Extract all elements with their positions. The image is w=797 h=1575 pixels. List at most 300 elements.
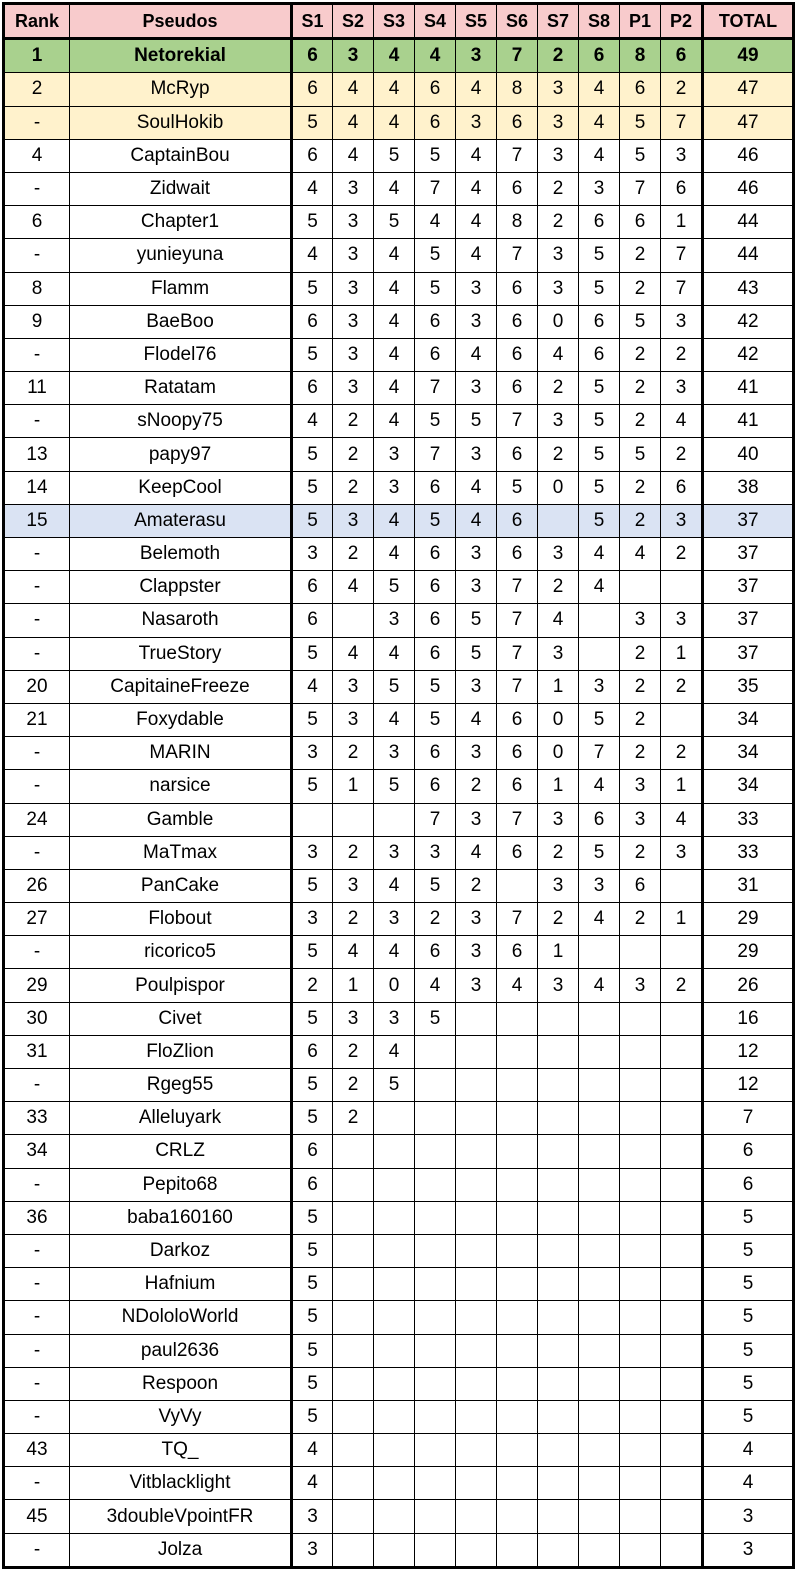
- cell-total: 42: [703, 305, 794, 338]
- cell-s4: [415, 1135, 456, 1168]
- table-row: [4, 1102, 794, 1135]
- cell-rank: 8: [4, 272, 70, 305]
- cell-total: 5: [703, 1201, 794, 1234]
- cell-total: 35: [703, 670, 794, 703]
- header-s7: S7: [538, 4, 579, 39]
- cell-s1: 5: [292, 471, 333, 504]
- cell-s8: 5: [579, 405, 620, 438]
- cell-rank: 20: [4, 670, 70, 703]
- cell-s7: 0: [538, 703, 579, 736]
- cell-s8: [579, 604, 620, 637]
- cell-s4: 7: [415, 438, 456, 471]
- table-row: [4, 139, 794, 172]
- cell-s6: 6: [497, 272, 538, 305]
- table-body: [4, 39, 794, 1568]
- cell-pseudo: Pepito68: [70, 1168, 292, 1201]
- cell-s3: 3: [374, 1002, 415, 1035]
- cell-s3: 5: [374, 1069, 415, 1102]
- cell-s3: [374, 1301, 415, 1334]
- cell-s3: 4: [374, 538, 415, 571]
- cell-s8: 4: [579, 903, 620, 936]
- table-row: [4, 770, 794, 803]
- cell-pseudo: CapitaineFreeze: [70, 670, 292, 703]
- cell-s2: 3: [333, 1002, 374, 1035]
- cell-s8: [579, 1434, 620, 1467]
- cell-p1: [620, 1434, 661, 1467]
- cell-rank: 33: [4, 1102, 70, 1135]
- cell-s2: 4: [333, 106, 374, 139]
- cell-s2: [333, 1301, 374, 1334]
- cell-s1: 6: [292, 604, 333, 637]
- cell-s3: [374, 1467, 415, 1500]
- cell-s7: [538, 1102, 579, 1135]
- cell-s3: [374, 1268, 415, 1301]
- cell-s4: 6: [415, 770, 456, 803]
- cell-s6: 6: [497, 836, 538, 869]
- cell-s3: 4: [374, 272, 415, 305]
- cell-s1: 2: [292, 969, 333, 1002]
- cell-s6: [497, 1400, 538, 1433]
- cell-s8: 6: [579, 305, 620, 338]
- cell-s5: 5: [456, 637, 497, 670]
- cell-s2: 4: [333, 936, 374, 969]
- cell-total: 41: [703, 372, 794, 405]
- cell-p2: 7: [661, 239, 703, 272]
- header-row: [4, 4, 794, 39]
- cell-pseudo: Rgeg55: [70, 1069, 292, 1102]
- cell-s4: 6: [415, 637, 456, 670]
- cell-total: 3: [703, 1500, 794, 1533]
- cell-total: 26: [703, 969, 794, 1002]
- cell-s5: 3: [456, 571, 497, 604]
- cell-s8: 3: [579, 869, 620, 902]
- cell-s1: 4: [292, 1434, 333, 1467]
- cell-s3: 5: [374, 571, 415, 604]
- cell-s4: 7: [415, 803, 456, 836]
- cell-s2: 3: [333, 272, 374, 305]
- cell-s7: [538, 1234, 579, 1267]
- cell-s7: 2: [538, 438, 579, 471]
- cell-s8: 4: [579, 106, 620, 139]
- cell-rank: 31: [4, 1035, 70, 1068]
- cell-s6: 7: [497, 803, 538, 836]
- cell-total: 4: [703, 1434, 794, 1467]
- cell-total: 5: [703, 1400, 794, 1433]
- cell-s7: [538, 1201, 579, 1234]
- cell-s8: 4: [579, 969, 620, 1002]
- cell-s3: 5: [374, 139, 415, 172]
- cell-p1: 2: [620, 405, 661, 438]
- cell-p1: [620, 1367, 661, 1400]
- cell-s5: 3: [456, 305, 497, 338]
- cell-s5: 5: [456, 604, 497, 637]
- cell-s8: [579, 1035, 620, 1068]
- cell-s2: [333, 1500, 374, 1533]
- cell-s1: 6: [292, 139, 333, 172]
- cell-s1: 5: [292, 1002, 333, 1035]
- cell-s1: 5: [292, 206, 333, 239]
- cell-s7: [538, 1533, 579, 1567]
- cell-s4: [415, 1334, 456, 1367]
- leaderboard: [2, 2, 795, 1569]
- cell-s6: 7: [497, 604, 538, 637]
- cell-total: 42: [703, 338, 794, 371]
- cell-p1: 2: [620, 272, 661, 305]
- table-row: [4, 1268, 794, 1301]
- cell-p2: 3: [661, 836, 703, 869]
- cell-s4: 5: [415, 703, 456, 736]
- cell-p1: 2: [620, 239, 661, 272]
- cell-rank: 43: [4, 1434, 70, 1467]
- cell-p2: [661, 1400, 703, 1433]
- cell-s3: 4: [374, 1035, 415, 1068]
- cell-rank: -: [4, 338, 70, 371]
- cell-s2: 3: [333, 39, 374, 73]
- cell-s2: 3: [333, 703, 374, 736]
- cell-s1: 5: [292, 438, 333, 471]
- cell-s3: [374, 1201, 415, 1234]
- scores-table: [2, 2, 795, 1569]
- cell-s2: 3: [333, 239, 374, 272]
- cell-s7: 2: [538, 206, 579, 239]
- cell-s6: 7: [497, 239, 538, 272]
- cell-s7: 4: [538, 338, 579, 371]
- cell-s5: 3: [456, 272, 497, 305]
- cell-s6: [497, 1367, 538, 1400]
- cell-s8: 4: [579, 139, 620, 172]
- cell-s8: 4: [579, 73, 620, 106]
- cell-s6: 7: [497, 637, 538, 670]
- cell-s8: 5: [579, 272, 620, 305]
- cell-s1: 6: [292, 1168, 333, 1201]
- cell-p2: 1: [661, 206, 703, 239]
- cell-p1: 3: [620, 604, 661, 637]
- cell-s2: 3: [333, 305, 374, 338]
- cell-s2: 3: [333, 172, 374, 205]
- cell-s7: 3: [538, 803, 579, 836]
- cell-s7: [538, 1035, 579, 1068]
- cell-p2: [661, 1434, 703, 1467]
- cell-s2: [333, 1467, 374, 1500]
- cell-p1: [620, 1035, 661, 1068]
- cell-s5: 4: [456, 836, 497, 869]
- cell-s2: 3: [333, 338, 374, 371]
- cell-p1: 6: [620, 869, 661, 902]
- cell-s4: 7: [415, 172, 456, 205]
- cell-pseudo: Netorekial: [70, 39, 292, 73]
- cell-s2: 2: [333, 538, 374, 571]
- cell-s4: 3: [415, 836, 456, 869]
- cell-s5: 4: [456, 703, 497, 736]
- cell-s1: 3: [292, 1500, 333, 1533]
- cell-s8: [579, 1533, 620, 1567]
- cell-s2: 2: [333, 471, 374, 504]
- cell-s6: [497, 1168, 538, 1201]
- cell-s6: [497, 1069, 538, 1102]
- cell-p1: [620, 1467, 661, 1500]
- cell-s8: 7: [579, 737, 620, 770]
- cell-p1: [620, 1400, 661, 1433]
- table-row: [4, 703, 794, 736]
- cell-p1: 3: [620, 803, 661, 836]
- cell-s8: 6: [579, 39, 620, 73]
- cell-s3: 0: [374, 969, 415, 1002]
- cell-s1: 6: [292, 1035, 333, 1068]
- cell-s3: 4: [374, 637, 415, 670]
- cell-pseudo: Vitblacklight: [70, 1467, 292, 1500]
- cell-p1: 5: [620, 305, 661, 338]
- cell-pseudo: papy97: [70, 438, 292, 471]
- cell-s2: 1: [333, 770, 374, 803]
- cell-rank: -: [4, 405, 70, 438]
- cell-s2: [333, 1135, 374, 1168]
- cell-s4: 4: [415, 206, 456, 239]
- cell-s5: [456, 1400, 497, 1433]
- cell-rank: 34: [4, 1135, 70, 1168]
- cell-s7: 2: [538, 172, 579, 205]
- cell-s6: [497, 1135, 538, 1168]
- cell-p2: [661, 1500, 703, 1533]
- cell-p1: [620, 1102, 661, 1135]
- cell-s8: 5: [579, 836, 620, 869]
- cell-s7: [538, 1400, 579, 1433]
- cell-p1: 3: [620, 770, 661, 803]
- cell-pseudo: MaTmax: [70, 836, 292, 869]
- cell-s8: [579, 1334, 620, 1367]
- cell-pseudo: Gamble: [70, 803, 292, 836]
- cell-s3: [374, 1135, 415, 1168]
- cell-s3: [374, 1334, 415, 1367]
- cell-s3: [374, 1533, 415, 1567]
- cell-s7: [538, 1367, 579, 1400]
- cell-s4: [415, 1301, 456, 1334]
- table-row: [4, 936, 794, 969]
- cell-s8: 4: [579, 770, 620, 803]
- cell-s8: 6: [579, 206, 620, 239]
- cell-s2: [333, 1268, 374, 1301]
- cell-total: 44: [703, 206, 794, 239]
- cell-pseudo: KeepCool: [70, 471, 292, 504]
- cell-p2: [661, 1367, 703, 1400]
- cell-p2: [661, 1002, 703, 1035]
- cell-pseudo: Foxydable: [70, 703, 292, 736]
- cell-s5: [456, 1201, 497, 1234]
- cell-total: 37: [703, 571, 794, 604]
- cell-s4: 4: [415, 39, 456, 73]
- table-row: [4, 1201, 794, 1234]
- cell-p1: [620, 936, 661, 969]
- cell-p2: [661, 1201, 703, 1234]
- cell-total: 6: [703, 1135, 794, 1168]
- cell-p1: 5: [620, 139, 661, 172]
- cell-p2: [661, 869, 703, 902]
- cell-s6: [497, 1002, 538, 1035]
- cell-s6: 7: [497, 670, 538, 703]
- cell-s1: 3: [292, 737, 333, 770]
- cell-s8: [579, 1467, 620, 1500]
- cell-rank: -: [4, 1268, 70, 1301]
- cell-p1: [620, 1201, 661, 1234]
- cell-s2: [333, 1434, 374, 1467]
- cell-s8: [579, 1234, 620, 1267]
- cell-s6: 4: [497, 969, 538, 1002]
- table-row: [4, 836, 794, 869]
- cell-p2: 6: [661, 471, 703, 504]
- cell-s5: [456, 1434, 497, 1467]
- cell-total: 12: [703, 1069, 794, 1102]
- cell-s5: [456, 1135, 497, 1168]
- cell-total: 7: [703, 1102, 794, 1135]
- cell-rank: -: [4, 770, 70, 803]
- cell-s8: 5: [579, 239, 620, 272]
- cell-total: 3: [703, 1533, 794, 1567]
- table-row: [4, 338, 794, 371]
- cell-s1: 5: [292, 1334, 333, 1367]
- cell-s5: 3: [456, 803, 497, 836]
- cell-p2: 2: [661, 737, 703, 770]
- table-row: [4, 1434, 794, 1467]
- cell-s1: 6: [292, 1135, 333, 1168]
- cell-s4: 5: [415, 405, 456, 438]
- cell-p1: 2: [620, 703, 661, 736]
- cell-rank: 36: [4, 1201, 70, 1234]
- cell-p2: 2: [661, 969, 703, 1002]
- cell-p2: 2: [661, 538, 703, 571]
- table-row: [4, 803, 794, 836]
- cell-s8: [579, 1168, 620, 1201]
- cell-pseudo: FloZlion: [70, 1035, 292, 1068]
- cell-rank: 27: [4, 903, 70, 936]
- cell-s6: 5: [497, 471, 538, 504]
- cell-total: 12: [703, 1035, 794, 1068]
- cell-s7: 4: [538, 604, 579, 637]
- cell-s5: 3: [456, 903, 497, 936]
- cell-p1: [620, 1301, 661, 1334]
- cell-s2: 2: [333, 405, 374, 438]
- cell-rank: 6: [4, 206, 70, 239]
- cell-s6: [497, 869, 538, 902]
- cell-s2: [333, 1367, 374, 1400]
- cell-s2: [333, 1533, 374, 1567]
- cell-s3: 3: [374, 903, 415, 936]
- cell-p1: 4: [620, 538, 661, 571]
- cell-rank: 15: [4, 504, 70, 537]
- cell-s6: [497, 1334, 538, 1367]
- cell-s1: 5: [292, 1201, 333, 1234]
- cell-s3: 4: [374, 172, 415, 205]
- cell-rank: 45: [4, 1500, 70, 1533]
- cell-rank: 2: [4, 73, 70, 106]
- cell-pseudo: McRyp: [70, 73, 292, 106]
- cell-s7: 3: [538, 239, 579, 272]
- table-row: [4, 1035, 794, 1068]
- cell-s3: 5: [374, 770, 415, 803]
- cell-rank: 21: [4, 703, 70, 736]
- cell-p1: [620, 1334, 661, 1367]
- cell-total: 34: [703, 737, 794, 770]
- cell-s5: [456, 1334, 497, 1367]
- cell-s2: 3: [333, 869, 374, 902]
- cell-s5: 3: [456, 737, 497, 770]
- cell-p2: [661, 1069, 703, 1102]
- cell-total: 47: [703, 73, 794, 106]
- cell-p2: [661, 1334, 703, 1367]
- cell-total: 5: [703, 1334, 794, 1367]
- cell-p1: [620, 1135, 661, 1168]
- cell-rank: 24: [4, 803, 70, 836]
- cell-rank: -: [4, 1533, 70, 1567]
- table-row: [4, 405, 794, 438]
- cell-s1: 5: [292, 1268, 333, 1301]
- cell-p1: [620, 1069, 661, 1102]
- cell-total: 44: [703, 239, 794, 272]
- table-row: [4, 1334, 794, 1367]
- cell-rank: -: [4, 172, 70, 205]
- cell-p2: 2: [661, 73, 703, 106]
- table-row: [4, 1500, 794, 1533]
- cell-s1: 5: [292, 637, 333, 670]
- cell-s5: [456, 1168, 497, 1201]
- cell-s7: 3: [538, 637, 579, 670]
- cell-rank: 9: [4, 305, 70, 338]
- cell-s7: [538, 504, 579, 537]
- cell-pseudo: PanCake: [70, 869, 292, 902]
- cell-rank: 11: [4, 372, 70, 405]
- cell-p1: 2: [620, 737, 661, 770]
- cell-pseudo: Nasaroth: [70, 604, 292, 637]
- cell-pseudo: sNoopy75: [70, 405, 292, 438]
- cell-p2: 6: [661, 172, 703, 205]
- cell-p1: 5: [620, 106, 661, 139]
- cell-p2: 4: [661, 803, 703, 836]
- table-row: [4, 969, 794, 1002]
- table-row: [4, 571, 794, 604]
- cell-p1: 6: [620, 73, 661, 106]
- cell-s3: [374, 1400, 415, 1433]
- cell-s2: [333, 1334, 374, 1367]
- cell-pseudo: NDololoWorld: [70, 1301, 292, 1334]
- cell-pseudo: Respoon: [70, 1367, 292, 1400]
- cell-total: 5: [703, 1234, 794, 1267]
- cell-s8: [579, 1102, 620, 1135]
- cell-s8: 6: [579, 803, 620, 836]
- cell-s3: 3: [374, 836, 415, 869]
- cell-s8: [579, 1069, 620, 1102]
- cell-p2: 6: [661, 39, 703, 73]
- cell-s7: 2: [538, 836, 579, 869]
- cell-total: 29: [703, 903, 794, 936]
- cell-p1: 5: [620, 438, 661, 471]
- cell-s6: 6: [497, 770, 538, 803]
- cell-p1: [620, 1268, 661, 1301]
- cell-s7: 2: [538, 903, 579, 936]
- table-row: [4, 272, 794, 305]
- cell-p1: 2: [620, 372, 661, 405]
- table-row: [4, 372, 794, 405]
- cell-s2: 2: [333, 903, 374, 936]
- cell-s6: 6: [497, 106, 538, 139]
- cell-s6: [497, 1500, 538, 1533]
- cell-rank: -: [4, 637, 70, 670]
- cell-s5: 3: [456, 438, 497, 471]
- cell-s1: 6: [292, 571, 333, 604]
- cell-s5: 4: [456, 139, 497, 172]
- cell-total: 40: [703, 438, 794, 471]
- cell-p2: 1: [661, 637, 703, 670]
- table-row: [4, 504, 794, 537]
- cell-s3: 4: [374, 372, 415, 405]
- cell-s6: [497, 1301, 538, 1334]
